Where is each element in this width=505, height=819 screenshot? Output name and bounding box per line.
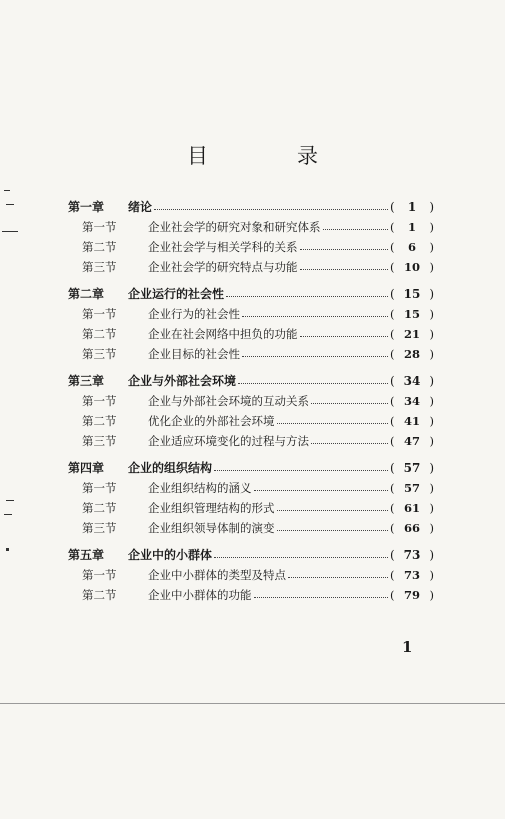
toc-label: 第三节 xyxy=(82,434,117,448)
toc-page-ref xyxy=(390,391,434,411)
toc-page-ref xyxy=(390,431,434,451)
dot-leader xyxy=(226,296,388,297)
toc-label: 第三章 xyxy=(68,374,105,388)
close-paren: ) xyxy=(429,200,434,214)
toc-page-number: 47 xyxy=(403,434,420,448)
bottom-rule xyxy=(0,703,505,704)
toc-page-ref xyxy=(390,478,434,498)
toc-title: 企业社会学的研究对象和研究体系 xyxy=(148,220,321,234)
dot-leader xyxy=(300,269,389,270)
toc-title: 企业的组织结构 xyxy=(128,461,213,475)
open-paren: ( xyxy=(390,414,395,428)
toc-page-number: 41 xyxy=(403,414,420,428)
toc-chapter-row xyxy=(68,371,434,391)
toc-page-number: 21 xyxy=(403,327,420,341)
scan-mark xyxy=(4,190,10,191)
open-paren: ( xyxy=(390,501,395,515)
close-paren: ) xyxy=(429,414,434,428)
toc-page-ref xyxy=(390,585,434,605)
open-paren: ( xyxy=(390,260,395,274)
open-paren: ( xyxy=(390,434,395,448)
toc-section-row xyxy=(68,391,434,411)
scan-mark xyxy=(2,231,18,232)
toc-label: 第二节 xyxy=(82,240,117,254)
close-paren: ) xyxy=(429,568,434,582)
toc-title: 企业运行的社会性 xyxy=(128,287,225,301)
toc-title: 企业中小群体的功能 xyxy=(148,588,252,602)
dot-leader xyxy=(277,423,389,424)
toc-label: 第二节 xyxy=(82,588,117,602)
close-paren: ) xyxy=(429,461,434,475)
close-paren: ) xyxy=(429,548,434,562)
dot-leader xyxy=(242,356,388,357)
toc-page-number: 28 xyxy=(403,347,420,361)
toc-title: 企业社会学的研究特点与功能 xyxy=(148,260,298,274)
scan-mark xyxy=(6,500,14,501)
toc-page-number: 15 xyxy=(403,307,420,321)
toc-title: 企业行为的社会性 xyxy=(148,307,240,321)
toc-gap xyxy=(68,277,434,284)
toc-label: 第一章 xyxy=(68,200,105,214)
toc-title: 企业与外部社会环境 xyxy=(128,374,237,388)
dot-leader xyxy=(277,530,389,531)
toc-page-number: 6 xyxy=(407,240,416,254)
toc-section-row xyxy=(68,498,434,518)
toc-label: 第三节 xyxy=(82,347,117,361)
toc-section-row xyxy=(68,324,434,344)
open-paren: ( xyxy=(390,394,395,408)
toc-page-number: 10 xyxy=(403,260,420,274)
toc-section-row xyxy=(68,518,434,538)
toc-title: 企业适应环境变化的过程与方法 xyxy=(148,434,309,448)
toc-page-ref xyxy=(390,545,434,565)
toc-section-row xyxy=(68,411,434,431)
toc-label: 第一节 xyxy=(82,220,117,234)
close-paren: ) xyxy=(429,307,434,321)
toc-label: 第一节 xyxy=(82,307,117,321)
toc-title: 企业中的小群体 xyxy=(128,548,213,562)
toc-page-number: 66 xyxy=(403,521,420,535)
close-paren: ) xyxy=(429,481,434,495)
dot-leader xyxy=(300,249,389,250)
toc-section-row xyxy=(68,237,434,257)
dot-leader xyxy=(323,229,389,230)
toc-section-row xyxy=(68,304,434,324)
toc-title: 企业中小群体的类型及特点 xyxy=(148,568,286,582)
toc-label: 第四章 xyxy=(68,461,105,475)
toc-page-ref xyxy=(390,411,434,431)
close-paren: ) xyxy=(429,394,434,408)
toc-page-number: 79 xyxy=(403,588,420,602)
open-paren: ( xyxy=(390,327,395,341)
dot-leader xyxy=(254,597,389,598)
toc-chapter-row xyxy=(68,284,434,304)
toc-chapter-row xyxy=(68,458,434,478)
toc-title: 企业组织领导体制的演变 xyxy=(148,521,275,535)
toc-chapter-row xyxy=(68,545,434,565)
close-paren: ) xyxy=(429,240,434,254)
toc-page-number: 73 xyxy=(403,568,420,582)
close-paren: ) xyxy=(429,434,434,448)
toc-label: 第三节 xyxy=(82,521,117,535)
scan-mark xyxy=(6,204,14,205)
toc-page-number: 73 xyxy=(403,548,421,562)
toc-page-number: 1 xyxy=(407,200,417,214)
open-paren: ( xyxy=(390,461,395,475)
dot-leader xyxy=(300,336,389,337)
toc-page-ref xyxy=(390,217,434,237)
toc-label: 第一节 xyxy=(82,568,117,582)
open-paren: ( xyxy=(390,287,395,301)
toc-title: 企业在社会网络中担负的功能 xyxy=(148,327,298,341)
toc-section-row xyxy=(68,431,434,451)
dot-leader xyxy=(254,490,389,491)
toc-page-number: 57 xyxy=(403,461,421,475)
page-title: 目 录 xyxy=(187,144,352,168)
toc-title: 企业目标的社会性 xyxy=(148,347,240,361)
toc-page-ref xyxy=(390,518,434,538)
toc-chapter-row xyxy=(68,197,434,217)
toc-page-number: 34 xyxy=(403,394,420,408)
toc-title: 企业组织管理结构的形式 xyxy=(148,501,275,515)
toc-page-ref xyxy=(390,458,434,478)
dot-leader xyxy=(154,209,388,210)
open-paren: ( xyxy=(390,347,395,361)
toc-label: 第二节 xyxy=(82,501,117,515)
toc-section-row xyxy=(68,585,434,605)
close-paren: ) xyxy=(429,347,434,361)
close-paren: ) xyxy=(429,220,434,234)
scan-mark xyxy=(6,548,9,551)
toc-page-ref xyxy=(390,324,434,344)
toc-page-ref xyxy=(390,257,434,277)
open-paren: ( xyxy=(390,588,395,602)
dot-leader xyxy=(214,470,388,471)
toc-section-row xyxy=(68,257,434,277)
toc-gap xyxy=(68,451,434,458)
open-paren: ( xyxy=(390,220,395,234)
toc-label: 第三节 xyxy=(82,260,117,274)
dot-leader xyxy=(277,510,389,511)
toc-page-number: 1 xyxy=(407,220,416,234)
toc-section-row xyxy=(68,217,434,237)
toc-title: 绪论 xyxy=(128,200,153,214)
close-paren: ) xyxy=(429,260,434,274)
toc-gap xyxy=(68,364,434,371)
dot-leader xyxy=(311,403,388,404)
toc-label: 第五章 xyxy=(68,548,105,562)
toc-title: 企业社会学与相关学科的关系 xyxy=(148,240,298,254)
scan-mark xyxy=(4,514,12,515)
close-paren: ) xyxy=(429,588,434,602)
open-paren: ( xyxy=(390,548,395,562)
dot-leader xyxy=(288,577,388,578)
toc-page-ref xyxy=(390,197,434,217)
toc-gap xyxy=(68,538,434,545)
dot-leader xyxy=(238,383,388,384)
open-paren: ( xyxy=(390,521,395,535)
toc-section-row xyxy=(68,344,434,364)
close-paren: ) xyxy=(429,521,434,535)
toc-title: 企业组织结构的涵义 xyxy=(148,481,252,495)
dot-leader xyxy=(242,316,388,317)
toc-title: 优化企业的外部社会环境 xyxy=(148,414,275,428)
toc-page-ref xyxy=(390,344,434,364)
toc-page-number: 15 xyxy=(403,287,421,301)
dot-leader xyxy=(311,443,388,444)
toc-page-ref xyxy=(390,565,434,585)
toc-page-ref xyxy=(390,284,434,304)
toc-label: 第一节 xyxy=(82,394,117,408)
toc-page-ref xyxy=(390,237,434,257)
close-paren: ) xyxy=(429,374,434,388)
dot-leader xyxy=(214,557,388,558)
toc-section-row xyxy=(68,565,434,585)
toc-page-ref xyxy=(390,304,434,324)
toc-section-row xyxy=(68,478,434,498)
toc-label: 第二节 xyxy=(82,327,117,341)
toc-page-number: 57 xyxy=(403,481,420,495)
toc-label: 第二章 xyxy=(68,287,105,301)
close-paren: ) xyxy=(429,501,434,515)
toc-label: 第二节 xyxy=(82,414,117,428)
close-paren: ) xyxy=(429,287,434,301)
open-paren: ( xyxy=(390,307,395,321)
page-number: 1 xyxy=(402,638,413,656)
toc-title: 企业与外部社会环境的互动关系 xyxy=(148,394,309,408)
open-paren: ( xyxy=(390,481,395,495)
open-paren: ( xyxy=(390,200,395,214)
toc-page-ref xyxy=(390,498,434,518)
table-of-contents xyxy=(68,197,434,605)
toc-label: 第一节 xyxy=(82,481,117,495)
toc-page-number: 34 xyxy=(403,374,421,388)
toc-page-ref xyxy=(390,371,434,391)
open-paren: ( xyxy=(390,374,395,388)
close-paren: ) xyxy=(429,327,434,341)
toc-page-number: 61 xyxy=(403,501,420,515)
open-paren: ( xyxy=(390,568,395,582)
open-paren: ( xyxy=(390,240,395,254)
